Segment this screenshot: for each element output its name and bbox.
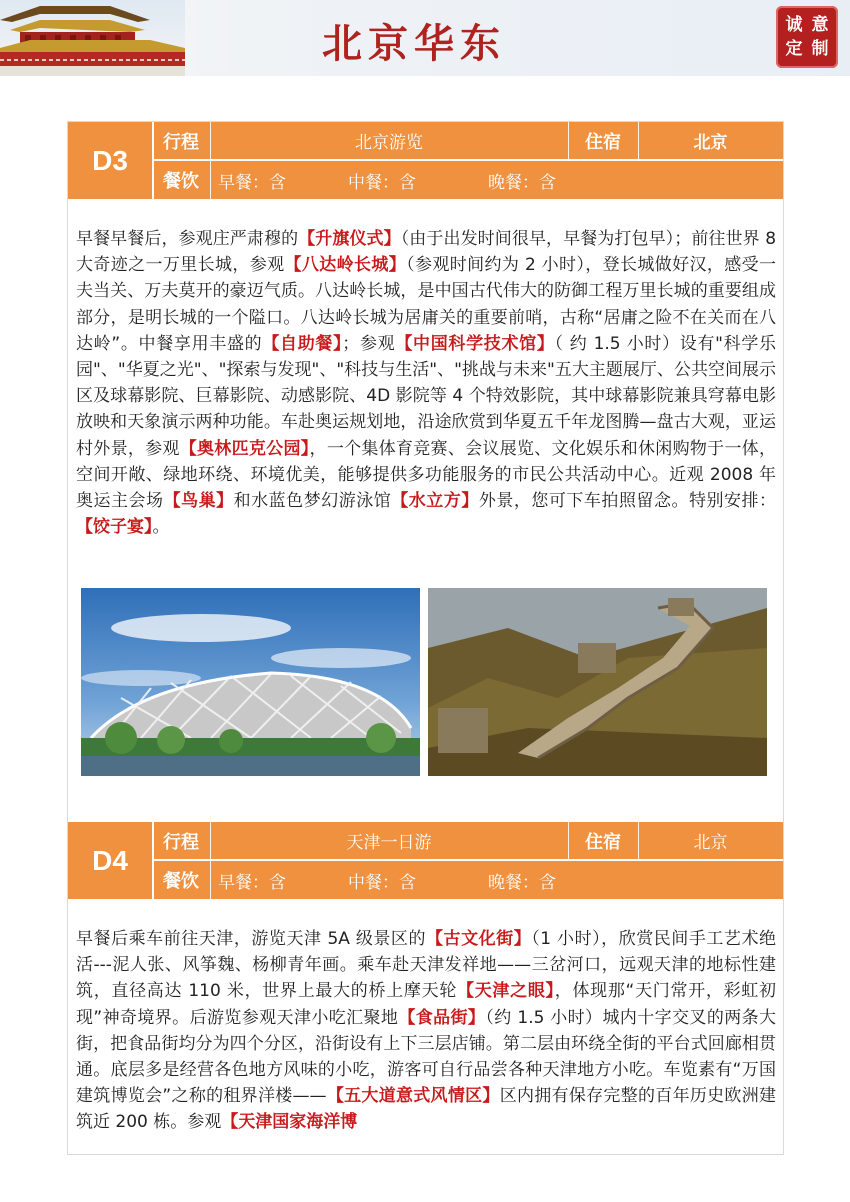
highlight-attraction: 【自助餐】 <box>262 333 343 354</box>
description-text: ；参观 <box>342 333 396 354</box>
itinerary-key: 行程 <box>163 831 199 853</box>
itinerary-row <box>154 122 783 159</box>
seal-stamp <box>776 6 838 68</box>
highlight-attraction: 【奥林匹克公园】 <box>179 438 310 459</box>
description-text: 外景，您可下车拍照留念。特别安排： <box>478 491 777 512</box>
lunch-value: 中餐：含 <box>348 172 416 193</box>
great-wall-photo <box>428 588 767 776</box>
seal-char: 定 <box>785 39 803 59</box>
highlight-attraction: 【八达岭长城】 <box>284 255 407 276</box>
lodging-key: 住宿 <box>585 831 621 853</box>
hotel-value: 北京 <box>693 833 728 853</box>
description-text: 区内拥有保存完整的百年历史欧洲建筑近 200 栋。参观 <box>76 1086 776 1133</box>
itinerary-row <box>154 822 783 859</box>
description-text: 。 <box>152 517 170 538</box>
lunch-value: 中餐：含 <box>348 872 416 893</box>
day-label: D4 <box>68 822 152 899</box>
description-text: 早餐早餐后，参观庄严肃穆的 <box>76 229 299 249</box>
day-header-d4 <box>68 822 783 899</box>
day-description <box>76 926 776 1152</box>
page-title: 北京华东 <box>322 20 506 67</box>
highlight-attraction: 【古文化街】 <box>426 929 532 949</box>
seal-char: 意 <box>811 15 829 35</box>
day-label: D3 <box>68 122 152 199</box>
highlight-attraction: 【鸟巢】 <box>163 491 234 512</box>
forbidden-city-illustration <box>0 0 185 76</box>
birds-nest-stadium-photo <box>81 588 420 776</box>
lodging-key: 住宿 <box>585 131 621 153</box>
description-text: 早餐后乘车前往天津，游览天津 5A 级景区的 <box>76 929 427 949</box>
highlight-attraction: 【天津国家海洋博 <box>221 1112 358 1133</box>
day-description <box>76 226 776 540</box>
meals-row <box>154 161 783 199</box>
description-text: （由于出发时间很早，早餐为打包早）；前往世界 8 大奇迹之一万里长城，参观 <box>76 229 777 276</box>
meals-row <box>154 861 783 899</box>
highlight-attraction: 【五大道意式风情区】 <box>326 1086 500 1107</box>
description-text: （参观时间约为 2 小时），登长城做好汉，感受一夫当关、万夫莫开的豪迈气质。八达岭长城，是中国古代伟大的防御工程万里长城的重要组成部分，是明长城的一个隘口。八达岭长城为居庸关的重要前哨，古称“居庸之险不在关而在八达岭”。中餐享用丰盛的 <box>76 255 776 354</box>
seal-char: 诚 <box>785 15 803 35</box>
breakfast-value: 早餐：含 <box>218 172 286 193</box>
itinerary-key: 行程 <box>163 131 199 153</box>
seal-char: 制 <box>811 39 829 59</box>
description-text: （约 1.5 小时）城内十字交叉的两条大街，把食品街均分为四个分区，沿街设有上下三层店铺。第二层由环绕全街的平台式回廊相贯通。底层多是经营各色地方风味的小吃，游客可自行品尝各种天津地方小吃。车览素有“万国建筑博览会”之称的租界洋楼—— <box>76 1007 776 1107</box>
highlight-attraction: 【中国科学技术馆】 <box>395 333 555 354</box>
highlight-attraction: 【水立方】 <box>391 491 479 512</box>
description-text: ，一个集体育竞赛、会议展览、文化娱乐和休闲购物于一体，空间开敞、绿地环绕、环境优美，能够提供多功能服务的市民公共活动中心。近观 2008 年奥运主会场 <box>76 438 777 512</box>
description-text: （1 小时），欣赏民间手工艺术绝活---泥人张、风筝魏、杨柳青年画。乘车赴天津发祥地——三岔河口，远观天津的地标性建筑，直径高达 110 米，世界上最大的桥上摩天轮 <box>76 929 776 1002</box>
header-banner <box>0 0 850 76</box>
description-text: 和水蓝色梦幻游泳馆 <box>233 491 392 512</box>
breakfast-value: 早餐：含 <box>218 872 286 893</box>
highlight-attraction: 【食品街】 <box>398 1007 486 1028</box>
route-value: 天津一日游 <box>346 833 432 853</box>
description-text: （ 约 1.5 小时）设有"科学乐园"、"华夏之光"、"探索与发现"、"科技与生活"、"挑战与未来"五大主题展厅、公共空间展示区及球幕影院、巨幕影院、动感影院、4D 影院等 4 个特效影院，其中球幕影院兼具穹幕电影放映和天象演示两种功能。车赴奥运规划地，沿途欣赏到华夏五千年龙图腾—盘古大观，亚运村外景，参观 <box>76 333 777 459</box>
dinner-value: 晚餐：含 <box>488 172 556 193</box>
dinner-value: 晚餐：含 <box>488 872 556 893</box>
highlight-attraction: 【饺子宴】 <box>76 517 153 538</box>
day-header-d3 <box>68 122 783 199</box>
hotel-value: 北京 <box>693 133 728 153</box>
description-text: ，体现那“天门常开，彩虹初现”神奇境界。后游览参观天津小吃汇聚地 <box>76 981 776 1028</box>
highlight-attraction: 【升旗仪式】 <box>298 229 401 249</box>
meals-key: 餐饮 <box>163 871 199 892</box>
route-value: 北京游览 <box>355 133 423 153</box>
highlight-attraction: 【天津之眼】 <box>457 981 555 1002</box>
meals-key: 餐饮 <box>163 171 199 192</box>
